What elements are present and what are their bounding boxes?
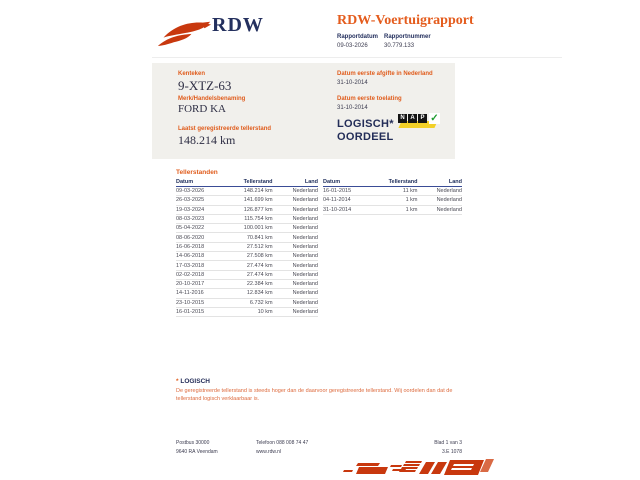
nap-letter-p: P [418,114,427,123]
cell-datum: 16-01-2015 [176,309,205,315]
laatste-tellerstand-value: 148.214 km [178,133,236,147]
afgifte-label: Datum eerste afgifte in Nederland [337,71,433,77]
footnote-title-text: LOGISCH [180,378,210,385]
cell-land: Nederland [292,299,318,306]
col-header-tellerstand: Tellerstand [243,179,273,185]
afgifte-value: 31-10-2014 [337,80,368,86]
table-row [176,206,318,215]
merk-label: Merk/Handelsbenaming [178,96,246,102]
cell-tellerstand: 141.699 km [243,197,273,204]
table-row [176,271,318,280]
cell-land: Nederland [436,206,462,213]
cell-tellerstand: 22.384 km [246,281,273,288]
table-row [176,224,318,233]
kenteken-label: Kenteken [178,71,206,77]
header-divider [152,57,562,58]
cell-tellerstand: 148.214 km [243,188,273,195]
cell-datum: 16-01-2015 [323,188,352,195]
table-row [176,233,318,242]
kenteken-value: 9-XTZ-63 [178,78,232,93]
table-header-row [323,178,462,187]
cell-land: Nederland [292,309,318,315]
tellerstanden-table-right [323,178,462,215]
footer-phone: Telefoon 088 008 74 47 [256,440,309,446]
cell-land: Nederland [292,225,318,232]
report-number-value: 30.779.133 [384,43,415,49]
cell-tellerstand: 1 km [405,197,418,204]
cell-datum: 23-10-2015 [176,299,205,306]
cell-land: Nederland [436,197,462,204]
cell-datum: 14-06-2018 [176,253,205,260]
cell-land: Nederland [292,290,318,297]
cell-datum: 19-03-2024 [176,206,205,213]
cell-datum: 04-11-2014 [323,197,351,204]
col-header-datum: Datum [323,179,341,185]
col-header-land: Land [304,179,318,185]
nap-logo [398,113,442,131]
tellerstanden-table-left [176,178,318,317]
col-header-datum: Datum [176,179,194,185]
table-row [176,187,318,196]
table-row [323,206,462,215]
cell-tellerstand: 27.474 km [246,271,273,278]
toelating-value: 31-10-2014 [337,105,368,111]
cell-tellerstand: 1 km [405,206,418,213]
cell-land: Nederland [292,197,318,204]
report-date-label: Rapportdatum [337,34,378,40]
footer-form-code: 3.E 1078 [441,449,462,455]
footer-address-line1: Postbus 30000 [176,440,210,446]
cell-tellerstand: 27.512 km [246,243,273,250]
table-row [176,261,318,270]
table-row [176,299,318,308]
table-row [176,280,318,289]
cell-datum: 02-02-2018 [176,271,205,278]
toelating-label: Datum eerste toelating [337,96,402,102]
table-header-row [176,178,318,187]
tellerstanden-section-title: Tellerstanden [176,169,218,176]
col-header-land: Land [448,179,462,185]
cell-land: Nederland [292,188,318,195]
cell-land: Nederland [292,281,318,288]
cell-datum: 14-11-2016 [176,290,204,297]
footer-contact [256,439,308,457]
cell-land: Nederland [292,243,318,250]
page-title: RDW-Voertuigrapport [337,13,474,28]
footnote-asterisk: * [176,378,181,385]
nap-letter-a: A [408,114,417,123]
cell-datum: 31-10-2014 [323,206,352,213]
cell-datum: 20-10-2017 [176,281,205,288]
report-date-value: 09-03-2026 [337,43,368,49]
table-row [176,196,318,205]
cell-tellerstand: 10 km [257,309,273,315]
cell-tellerstand: 100.001 km [243,225,273,232]
cell-tellerstand: 11 km [402,188,418,195]
rdw-eagle-logo-icon [156,13,212,51]
cell-tellerstand: 6.732 km [249,299,273,306]
merk-value: FORD KA [178,103,226,115]
table-row [176,243,318,252]
footer-address-line2: 9640 RA Veendam [176,449,218,455]
laatste-tellerstand-label: Laatst geregistreerde tellerstand [178,126,272,132]
nap-letter-n: N [398,114,407,123]
cell-land: Nederland [292,216,318,223]
cell-datum: 08-06-2020 [176,234,205,241]
col-header-tellerstand: Tellerstand [388,179,418,185]
cell-land: Nederland [436,188,462,195]
footer-website: www.rdw.nl [256,449,282,455]
cell-land: Nederland [292,206,318,213]
table-row [176,289,318,298]
cell-tellerstand: 27.474 km [246,262,273,269]
cell-land: Nederland [292,271,318,278]
footer-page-number: Blad 1 van 3 [434,440,462,446]
oordeel-line1: LOGISCH* [337,118,394,130]
footnote-text: De geregistreerde tellerstand is steeds hoger dan de daarvoor geregistreerde tellerstand. Wij oordelen dan dat de tellerstand logisch verklaarbaar is. [176,388,453,402]
table-row [176,308,318,317]
nap-checkmark-icon: ✓ [430,113,439,124]
rdw-logo-text: RDW [212,14,264,36]
cell-tellerstand: 27.508 km [246,253,273,260]
cell-land: Nederland [292,234,318,241]
report-number-label: Rapportnummer [384,34,431,40]
cell-datum: 05-04-2022 [176,225,205,232]
cell-tellerstand: 126.877 km [243,206,273,213]
table-row [176,252,318,261]
cell-datum: 09-03-2026 [176,188,205,195]
cell-tellerstand: 115.754 km [244,216,273,223]
footnote-title [176,378,210,385]
cell-tellerstand: 12.834 km [246,290,273,297]
cell-datum: 08-03-2023 [176,216,205,223]
cell-datum: 17-03-2018 [176,262,205,269]
oordeel-line2: OORDEEL [337,131,394,143]
table-row [323,187,462,196]
cell-datum: 16-06-2018 [176,243,205,250]
table-row [323,196,462,205]
cell-datum: 26-03-2025 [176,197,205,204]
cell-land: Nederland [292,262,318,269]
cell-tellerstand: 70.841 km [246,234,273,241]
wing-stripes-graphic [338,454,494,480]
cell-land: Nederland [292,253,318,260]
table-row [176,215,318,224]
footer-address [176,439,218,457]
